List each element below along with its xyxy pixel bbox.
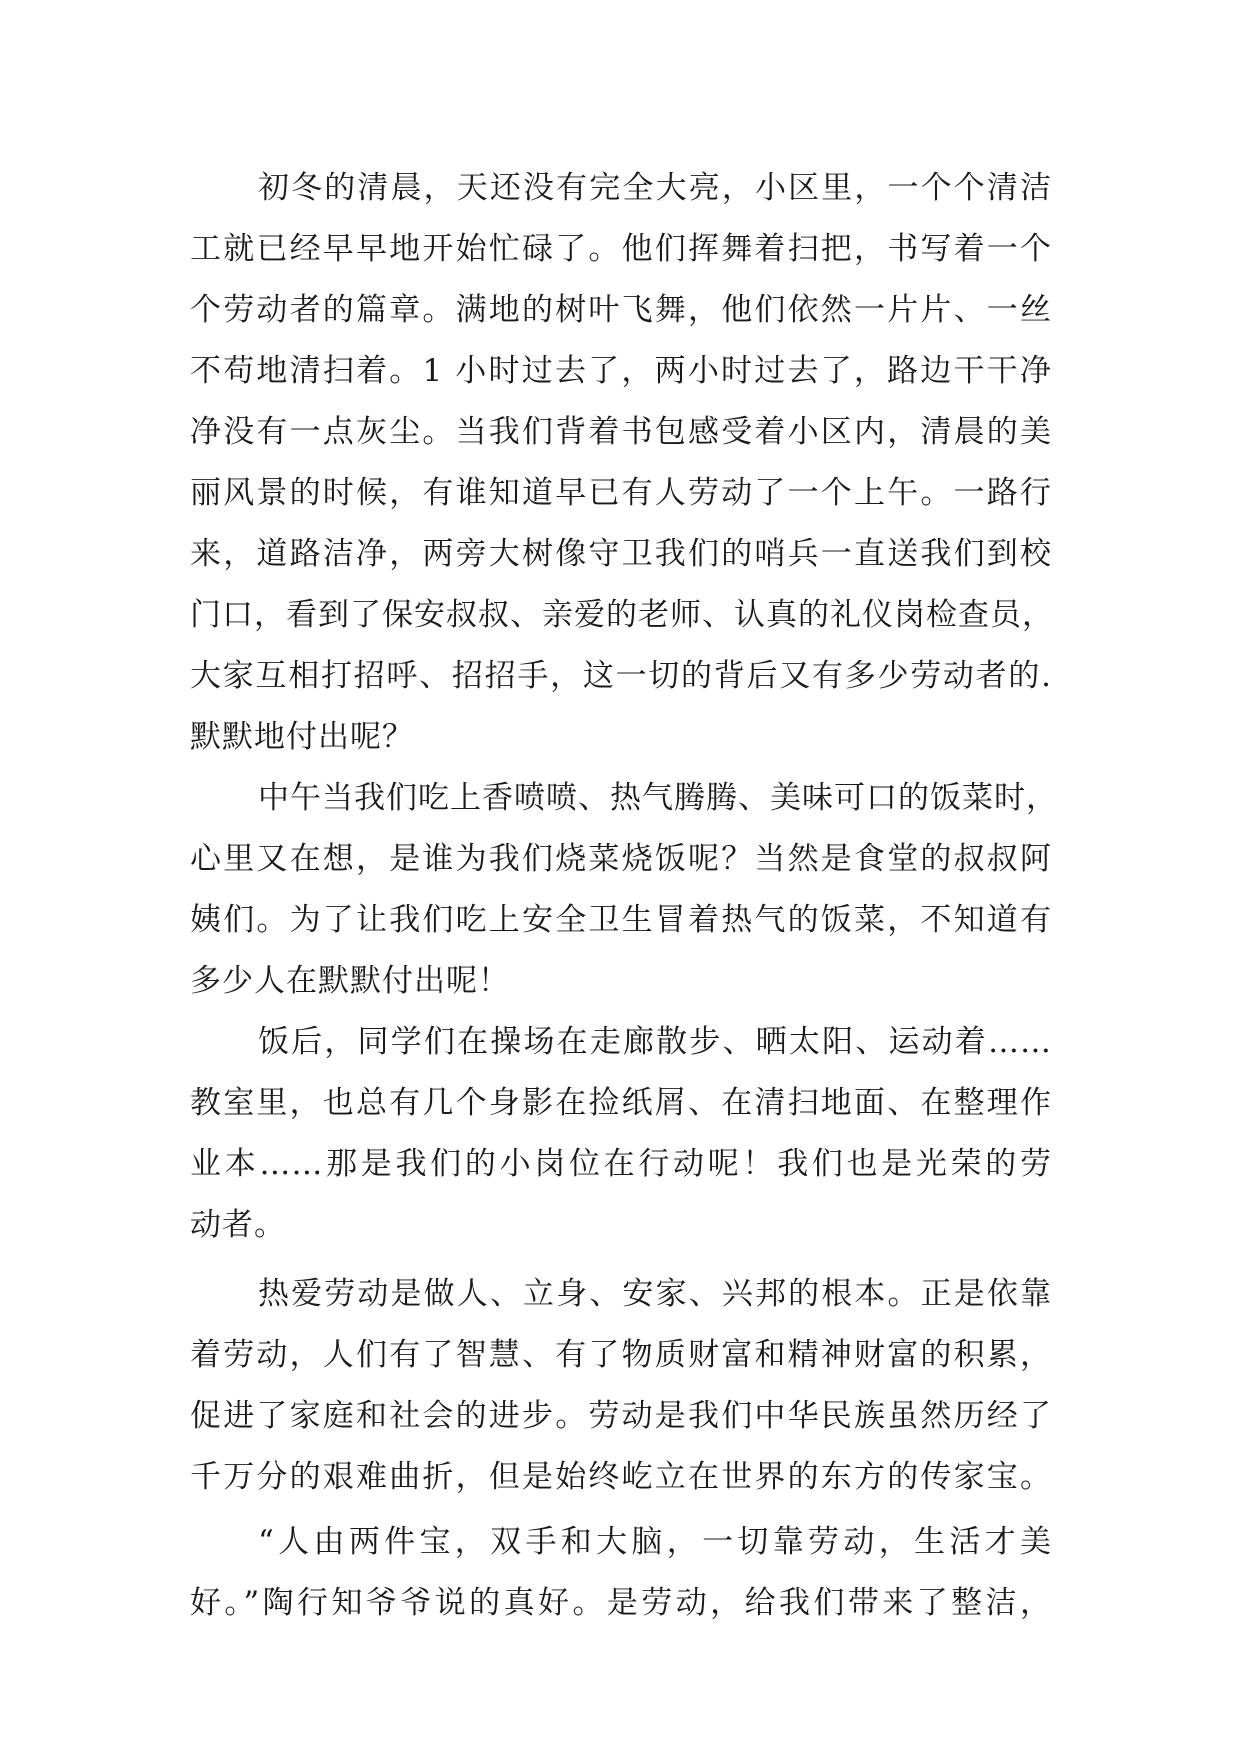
paragraph-line: 中午当我们吃上香喷喷、热气腾腾、美味可口的饭菜时， [258, 780, 1058, 816]
paragraph-3 [190, 1012, 1052, 1256]
paragraph-line: 工就已经早早地开始忙碌了。他们挥舞着扫把，书写着一个 [190, 231, 1052, 267]
paragraph-line: 教室里，也总有几个身影在捡纸屑、在清扫地面、在整理作 [190, 1085, 1052, 1121]
paragraph-line: 门口，看到了保安叔叔、亲爱的老师、认真的礼仪岗检查员， [190, 597, 1054, 633]
paragraph-line: 多少人在默默付出呢！ [190, 963, 510, 999]
paragraph-5 [190, 1512, 1052, 1634]
paragraph-line: 饭后，同学们在操场在走廊散步、晒太阳、运动着…… [258, 1024, 1052, 1060]
paragraph-line: 初冬的清晨，天还没有完全大亮，小区里，一个个清洁 [258, 170, 1052, 206]
paragraph-line: 千万分的艰难曲折，但是始终屹立在世界的东方的传家宝。 [190, 1459, 1052, 1495]
paragraph-line: 热爱劳动是做人、立身、安家、兴邦的根本。正是依靠 [258, 1276, 1052, 1312]
paragraph-line: 姨们。为了让我们吃上安全卫生冒着热气的饭菜，不知道有 [190, 902, 1052, 938]
paragraph-line: 好。”陶行知爷爷说的真好。是劳动，给我们带来了整洁， [190, 1585, 1052, 1621]
paragraph-line: 大家互相打招呼、招招手，这一切的背后又有多少劳动者的. [190, 658, 1052, 694]
paragraph-line: 丽风景的时候，有谁知道早已有人劳动了一个上午。一路行 [190, 475, 1052, 511]
paragraph-line: 不苟地清扫着。1 小时过去了，两小时过去了，路边干干净 [190, 353, 1052, 389]
article-body [190, 158, 1058, 1634]
paragraph-line: 来，道路洁净，两旁大树像守卫我们的哨兵一直送我们到校 [190, 536, 1052, 572]
paragraph-line: “人由两件宝，双手和大脑，一切靠劳动，生活才美 [258, 1524, 1052, 1560]
paragraph-2 [190, 768, 1058, 1012]
paragraph-1 [190, 158, 1052, 768]
paragraph-line: 个劳动者的篇章。满地的树叶飞舞，他们依然一片片、一丝 [190, 292, 1052, 328]
paragraph-line: 心里又在想，是谁为我们烧菜烧饭呢？当然是食堂的叔叔阿 [190, 841, 1052, 877]
paragraph-line: 默默地付出呢？ [190, 719, 414, 755]
paragraph-line: 业本……那是我们的小岗位在行动呢！我们也是光荣的劳 [190, 1146, 1052, 1182]
paragraph-line: 促进了家庭和社会的进步。劳动是我们中华民族虽然历经了 [190, 1398, 1052, 1434]
paragraph-line: 净没有一点灰尘。当我们背着书包感受着小区内，清晨的美 [190, 414, 1052, 450]
paragraph-line: 动者。 [190, 1207, 286, 1243]
paragraph-line: 着劳动，人们有了智慧、有了物质财富和精神财富的积累， [190, 1337, 1052, 1373]
paragraph-4 [190, 1264, 1052, 1508]
